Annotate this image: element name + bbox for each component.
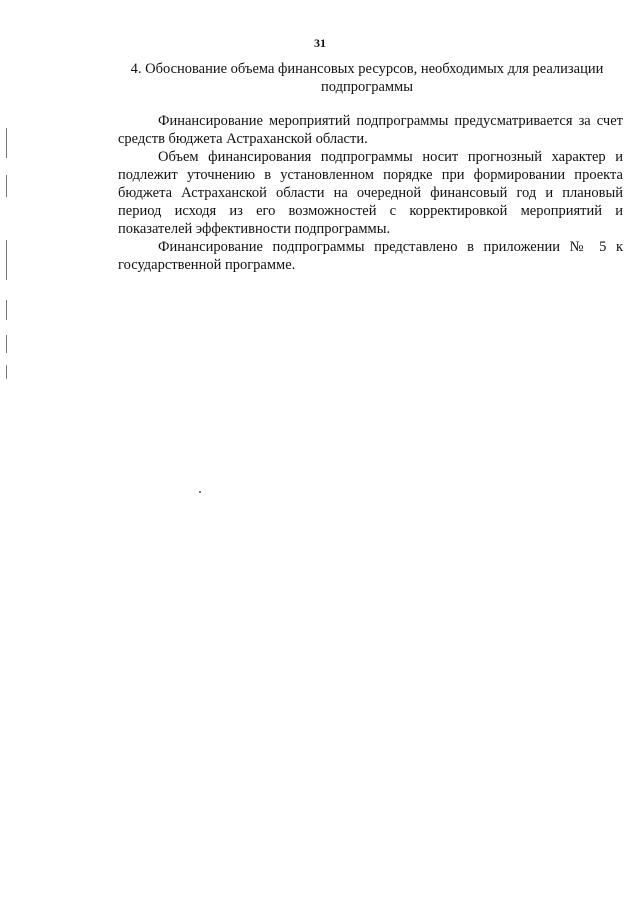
scan-speck xyxy=(199,491,201,493)
scan-margin-mark xyxy=(6,175,7,197)
page-number: 31 xyxy=(314,36,326,50)
paragraph-funding-volume: Объем финансирования подпрограммы носит прогнозный характер и подлежит уточнению в установленном порядке при формировании проекта бюджета Астраханской области на очередной финансовый год и плановый период исходя из его возможностей с корректировкой мероприятий и показателей эффективности подпрограммы. xyxy=(118,149,623,237)
section-body xyxy=(118,112,623,274)
paragraph-funding-appendix: Финансирование подпрограммы представлено в приложении № 5 к государственной программе. xyxy=(118,239,623,273)
section-heading-line-2: подпрограммы xyxy=(321,79,413,95)
paragraph-funding-source: Финансирование мероприятий подпрограммы предусматривается за счет средств бюджета Астраханской области. xyxy=(118,113,623,147)
scan-margin-mark xyxy=(6,128,7,158)
scan-margin-mark xyxy=(6,335,7,353)
scan-margin-mark xyxy=(6,300,7,320)
section-heading xyxy=(112,60,622,96)
scan-margin-mark xyxy=(6,240,7,280)
scan-margin-mark xyxy=(6,365,7,379)
section-heading-line-1: 4. Обоснование объема финансовых ресурсов, необходимых для реализации xyxy=(130,61,604,77)
